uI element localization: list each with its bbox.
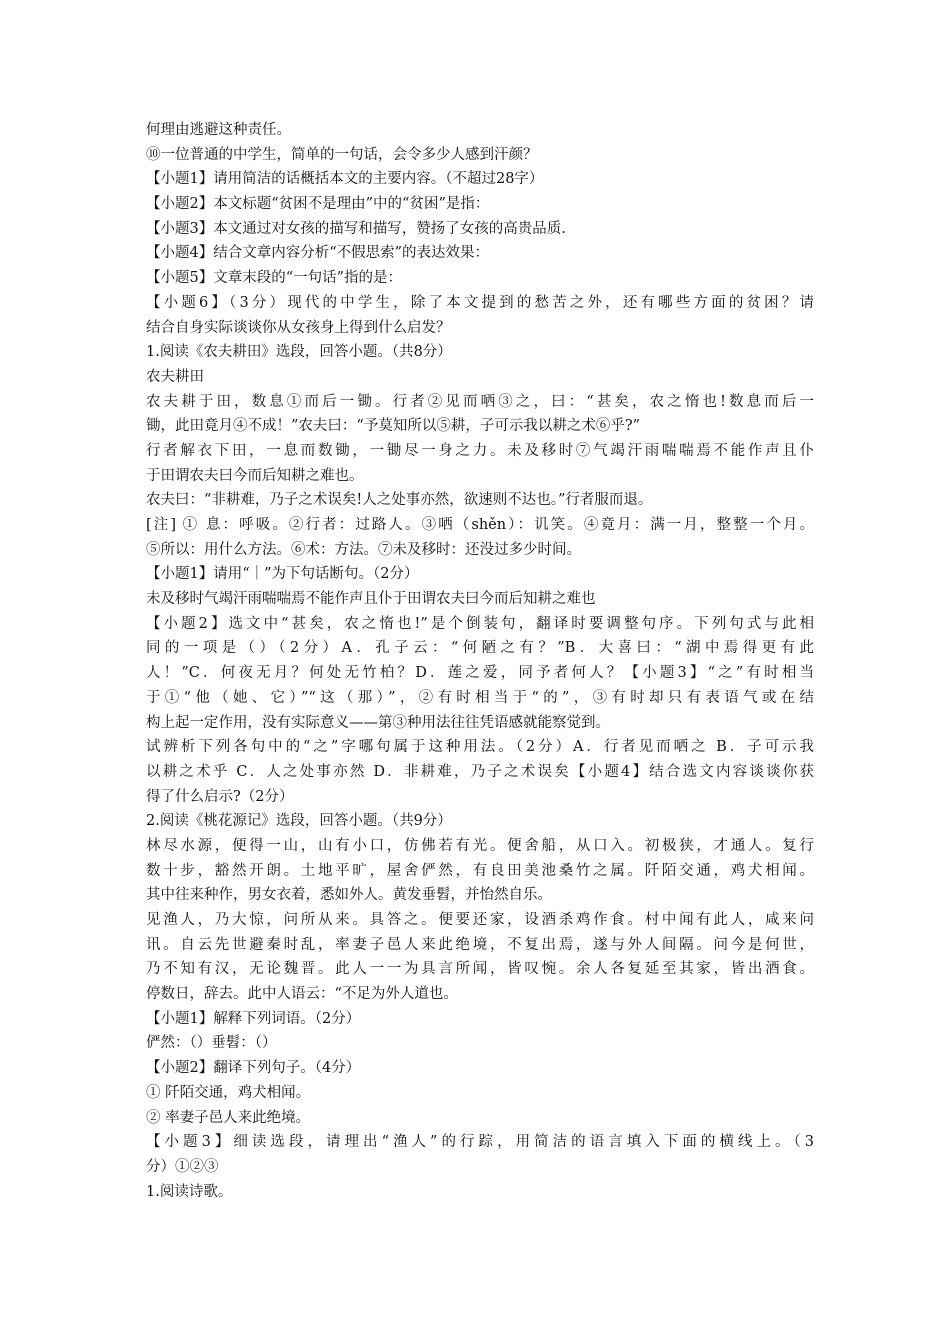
text-line: 锄，此田竟月④不成！”农夫曰：“予莫知所以⑤耕，子可示我以耕之术⑥乎?”	[146, 418, 641, 435]
text-line: 林尽水源，便得一山，山有小口，仿佛若有光。便舍船，从口入。初极狭，才通人。复行	[146, 837, 814, 854]
text-line: 讯。自云先世避秦时乱，率妻子邑人来此绝境，不复出焉，遂与外人间隔。问今是何世，	[146, 936, 814, 953]
text-line: 何理由逃避这种责任。	[146, 122, 291, 138]
text-line: 【小题6】（3分）现代的中学生，除了本文提到的愁苦之外，还有哪些方面的贫困？请	[146, 294, 814, 311]
text-line: 【小题3】本文通过对女孩的描写和描写，赞扬了女孩的高贵品质.	[146, 220, 566, 237]
text-line: ② 率妻子邑人来此绝境。	[146, 1109, 311, 1126]
text-line: 【小题1】请用“｜”为下句话断句。（2分）	[146, 566, 419, 583]
text-line: 于田谓农夫曰今而后知耕之难也。	[146, 467, 364, 484]
text-line: 1.阅读《农夫耕田》选段，回答小题。（共8分）	[146, 344, 452, 361]
text-line: 同的一项是（）（2分）A．孔子云：“何陋之有？”B．大喜曰：“湖中焉得更有此	[146, 640, 814, 657]
text-line: ⑩一位普通的中学生，简单的一句话，会令多少人感到汗颜？	[146, 146, 538, 163]
text-line: 于①“他（她、它）”“这（那）”，②有时相当于“的”，③有时却只有表语气或在结	[146, 689, 814, 706]
text-line: ⑤所以：用什么方法。⑥术：方法。⑦未及移时：还没过多少时间。	[146, 541, 581, 558]
text-line: 以耕之术乎 C．人之处事亦然 D．非耕难，乃子之术误矣【小题4】结合选文内容谈谈你获	[146, 763, 814, 780]
text-line: 结合自身实际谈谈你从女孩身上得到什么启发？	[146, 319, 451, 336]
text-line: 构上起一定作用，没有实际意义——第③种用法往往凭语感就能察觉到。	[146, 714, 610, 731]
text-line: 1.阅读诗歌。	[146, 1183, 233, 1200]
text-line: 【小题1】解释下列词语。（2分）	[146, 1010, 361, 1027]
text-line: 【小题4】结合文章内容分析“不假思索”的表达效果：	[146, 245, 490, 262]
document-page	[146, 118, 814, 1204]
text-line: 【小题3】细读选段，请理出“渔人”的行踪，用简洁的语言填入下面的横线上。（3	[146, 1134, 814, 1151]
text-line: 人！”C．何夜无月？何处无竹柏？D．莲之爱，同予者何人？【小题3】“之”有时相当	[146, 665, 814, 682]
text-line: 俨然：（）垂髫：（）	[146, 1035, 277, 1052]
text-line: 【小题2】翻译下列句子。（4分）	[146, 1060, 361, 1077]
text-line: 得了什么启示?（2分）	[146, 788, 294, 805]
text-line: 其中往来种作，男女衣着，悉如外人。黄发垂髫，并怡然自乐。	[146, 887, 552, 904]
text-line: 数十步，豁然开朗。土地平旷，屋舍俨然，有良田美池桑竹之属。阡陌交通，鸡犬相闻。	[146, 862, 814, 879]
text-line: 乃不知有汉，无论魏晋。此人一一为具言所闻，皆叹惋。余人各复延至其家，皆出酒食。	[146, 961, 814, 978]
text-line: 农夫耕田	[146, 368, 204, 385]
text-line: 停数日，辞去。此中人语云：“不足为外人道也。	[146, 986, 458, 1003]
text-line: 未及移时气竭汗雨喘喘焉不能作声且仆于田谓农夫曰今而后知耕之难也	[146, 591, 596, 608]
text-line: 2.阅读《桃花源记》选段，回答小题。（共9分）	[146, 813, 452, 830]
text-line: 农夫曰：“非耕难，乃子之术误矣!人之处事亦然，欲速则不达也。”行者服而退。	[146, 492, 653, 509]
text-line: [注] ① 息：呼吸。②行者：过路人。③哂（shěn）：讥笑。④竟月：满一月，整整一个月。	[146, 517, 814, 533]
text-line: 【小题5】文章末段的“一句话”指的是：	[146, 270, 403, 287]
text-line: ① 阡陌交通，鸡犬相闻。	[146, 1084, 311, 1101]
text-line: 【小题1】请用简洁的话概括本文的主要内容。（不超过28字）	[146, 171, 544, 188]
text-line: 农夫耕于田，数息①而后一锄。行者②见而哂③之，曰：“甚矣，农之惰也!数息而后一	[146, 393, 814, 410]
text-line: 见渔人，乃大惊，问所从来。具答之。便要还家，设酒杀鸡作食。村中闻有此人，咸来问	[146, 912, 814, 928]
text-line: 试辨析下列各句中的“之”字哪句属于这种用法。（2分）A．行者见而哂之 B．子可示我	[146, 739, 814, 756]
text-line: 行者解衣下田，一息而数锄，一锄尽一身之力。未及移时⑦气竭汗雨喘喘焉不能作声且仆	[146, 442, 814, 459]
text-line: 【小题2】本文标题“贫困不是理由”中的“贫困”是指：	[146, 196, 490, 213]
text-line: 【小题2】选文中“甚矣，农之惰也!”是个倒装句，翻译时要调整句序。下列句式与此相	[146, 615, 814, 632]
text-line: 分）①②③	[146, 1158, 219, 1175]
